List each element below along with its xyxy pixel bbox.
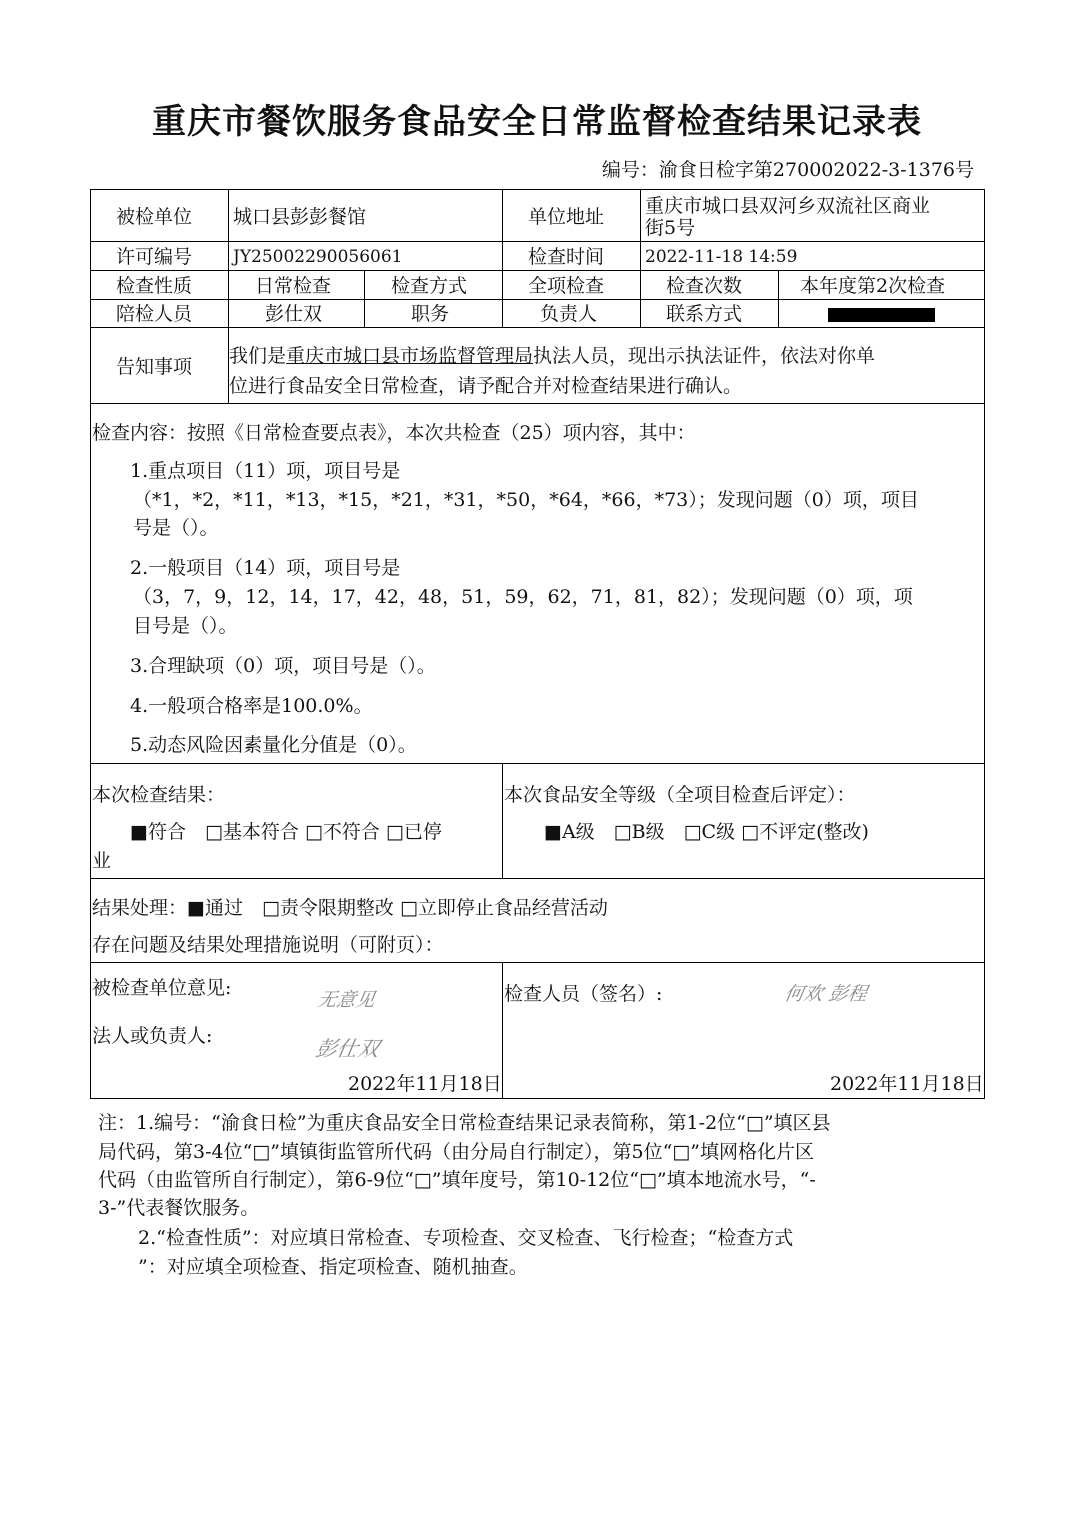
nature-value: 日常检查 [255, 275, 332, 297]
content-intro: 检查内容：按照《日常检查要点表》，本次共检查（25）项内容，其中： [92, 422, 696, 444]
redacted-contact [828, 308, 935, 322]
legal-person-signature: 彭仕双 [313, 1037, 381, 1061]
time-value: 2022-11-18 14:59 [645, 247, 798, 267]
document-number: 编号：渝食日检字第270002022-3-1376号 [601, 159, 974, 181]
grade-options: ■A级 □B级 □C级 □不评定(整改) [544, 821, 869, 843]
result-options-wrap: 业 [92, 850, 112, 872]
authority-name: 重庆市城口县市场监督管理局 [286, 345, 534, 367]
notice-line2: 位进行食品安全日常检查，请予配合并对检查结果进行确认。 [229, 375, 743, 397]
note-line1: 注：1.编号：“渝食日检”为重庆食品安全日常检查结果记录表简称，第1-2位“□”填区县 [98, 1112, 831, 1134]
grade-label: 本次食品安全等级（全项目检查后评定）： [504, 784, 856, 806]
license-label: 许可编号 [116, 246, 193, 268]
notice-line1: 我们是重庆市城口县市场监督管理局执法人员，现出示执法证件，依法对你单 [229, 345, 876, 367]
time-label: 检查时间 [528, 246, 605, 268]
escort-label: 陪检人员 [116, 303, 193, 325]
handling-result: 结果处理：■通过 □责令限期整改 □立即停止食品经营活动 [92, 897, 608, 919]
item2-title: 2.一般项目（14）项，项目号是 [130, 557, 401, 579]
problems-description: 存在问题及结果处理措施说明（可附页）： [92, 934, 444, 956]
contact-label: 联系方式 [666, 303, 743, 325]
position-value: 负责人 [540, 303, 598, 325]
nature-label: 检查性质 [116, 275, 193, 297]
result-options: ■符合 □基本符合 □不符合 □已停 [130, 821, 442, 843]
item2-issues: 目号是（）。 [133, 615, 238, 637]
item1-title: 1.重点项目（11）项，项目号是 [130, 460, 401, 482]
inspector-signature: 何欢 彭程 [782, 983, 869, 1005]
position-label: 职务 [411, 303, 450, 325]
escort-value: 彭仕双 [265, 303, 323, 325]
license-value: JY25002290056061 [233, 247, 403, 267]
date-right: 2022年11月18日 [830, 1073, 984, 1095]
item5: 5.动态风险因素量化分值是（0）。 [130, 734, 417, 756]
item3: 3.合理缺项（0）项，项目号是（）。 [130, 655, 436, 677]
method-label: 检查方式 [391, 275, 468, 297]
inspected-unit-label: 被检单位 [116, 206, 193, 228]
item2-numbers: （3，7，9，12，14，17，42，48，51，59，62，71，81，82）；发现问题（0）项，项 [133, 586, 913, 608]
inspector-label: 检查人员（签名）: [504, 983, 663, 1005]
note-line4: 3-”代表餐饮服务。 [98, 1197, 260, 1219]
date-left: 2022年11月18日 [348, 1073, 502, 1095]
note-line5: 2.“检查性质”：对应填日常检查、专项检查、交叉检查、飞行检查；“检查方式 [138, 1227, 794, 1249]
unit-opinion-label: 被检查单位意见: [92, 977, 232, 999]
result-label: 本次检查结果： [92, 784, 226, 806]
address-value-line1: 重庆市城口县双河乡双流社区商业 [645, 195, 931, 217]
note-line3: 代码（由监管所自行制定），第6-9位“□”填年度号，第10-12位“□”填本地流水号，“- [98, 1169, 816, 1191]
method-value: 全项检查 [528, 275, 605, 297]
notice-label: 告知事项 [116, 356, 193, 378]
note-line2: 局代码，第3-4位“□”填镇街监管所代码（由分局自行制定），第5位“□”填网格化片区 [98, 1141, 814, 1163]
item1-issues: 号是（）。 [133, 517, 219, 539]
inspected-unit-value: 城口县彭彭餐馆 [233, 206, 367, 228]
note-line6: ”：对应填全项检查、指定项检查、随机抽查。 [138, 1256, 528, 1278]
item4: 4.一般项合格率是100.0%。 [130, 695, 373, 717]
legal-person-label: 法人或负责人: [92, 1025, 213, 1047]
address-label: 单位地址 [528, 206, 605, 228]
count-label: 检查次数 [666, 275, 743, 297]
unit-opinion-signature: 无意见 [315, 989, 377, 1011]
item1-numbers: （*1，*2，*11，*13，*15，*21，*31，*50，*64，*66，*73）；发现问题（0）项，项目 [133, 489, 919, 511]
count-value: 本年度第2次检查 [800, 275, 946, 297]
address-value-line2: 街5号 [645, 217, 696, 239]
page-title: 重庆市餐饮服务食品安全日常监督检查结果记录表 [152, 102, 922, 142]
